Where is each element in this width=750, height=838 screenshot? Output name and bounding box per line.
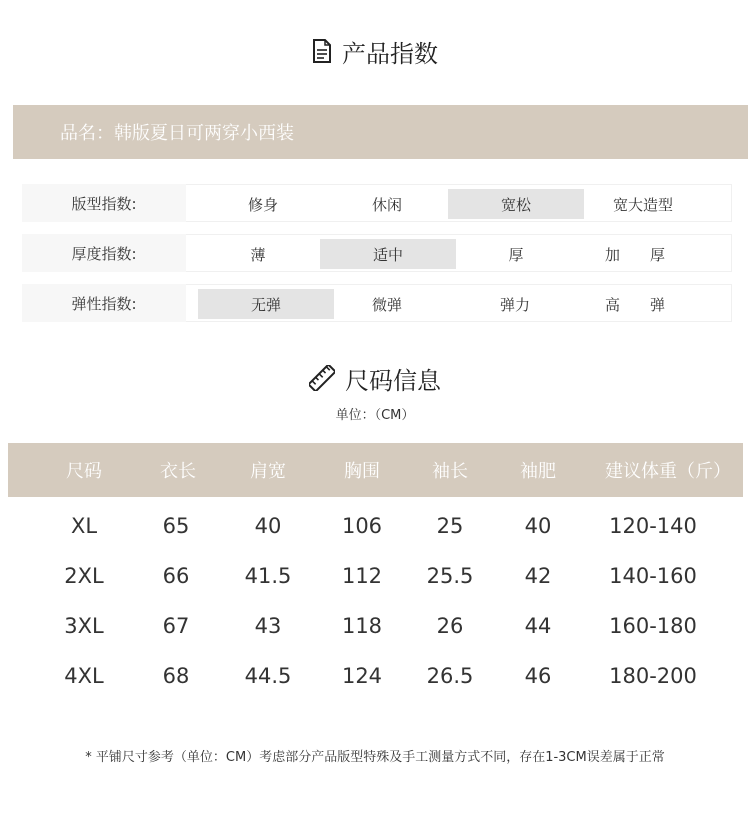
table-row (8, 556, 743, 596)
cell-shoulder: 41.5 (244, 564, 292, 588)
size-info-title: 尺码信息 (345, 366, 441, 395)
unit-note: 单位：（CM） (335, 408, 415, 423)
thickness-index-row (22, 234, 732, 272)
cell-chest: 112 (341, 564, 383, 588)
fit-option-selected: 宽松 (448, 189, 584, 219)
cell-chest: 118 (341, 614, 383, 638)
size-table-header (8, 443, 743, 497)
cell-length: 68 (162, 664, 190, 688)
elasticity-index-options (186, 284, 732, 322)
cell-weight: 120-140 (609, 514, 697, 538)
elasticity-option: 弹力 (499, 295, 530, 314)
table-row (8, 506, 743, 546)
cell-length: 67 (162, 614, 190, 638)
fit-index-options (186, 184, 732, 222)
fit-option: 修身 (247, 195, 278, 214)
elasticity-option: 高 弹 (604, 295, 665, 314)
cell-sleeve-width: 44 (524, 614, 552, 638)
table-row (8, 656, 743, 696)
elasticity-index-label: 弹性指数: (22, 284, 186, 322)
cell-weight: 140-160 (609, 564, 697, 588)
fit-index-row (22, 184, 732, 222)
table-row (8, 606, 743, 646)
header-sleeve-width: 袖肥 (520, 461, 556, 482)
cell-size: 4XL (64, 664, 104, 688)
cell-length: 66 (162, 564, 190, 588)
fit-option: 休闲 (371, 195, 402, 214)
cell-shoulder: 44.5 (244, 664, 292, 688)
cell-size: 2XL (64, 564, 104, 588)
fit-index-label: 版型指数: (22, 184, 186, 222)
header-sleeve-length: 袖长 (432, 461, 468, 482)
cell-chest: 124 (341, 664, 383, 688)
header-length: 衣长 (160, 461, 196, 482)
cell-weight: 180-200 (609, 664, 697, 688)
cell-shoulder: 43 (254, 614, 282, 638)
ruler-icon (309, 365, 335, 391)
product-name-bar (13, 105, 748, 159)
thickness-option: 薄 (250, 245, 266, 264)
measurement-footnote: * 平铺尺寸参考（单位：CM）考虑部分产品版型特殊及手工测量方式不同，存在1-3CM误差属于正常 (85, 750, 665, 765)
thickness-index-label: 厚度指数: (22, 234, 186, 272)
cell-weight: 160-180 (609, 614, 697, 638)
cell-length: 65 (162, 514, 190, 538)
cell-sleeve-length: 26.5 (426, 664, 474, 688)
elasticity-option-selected: 无弹 (198, 289, 334, 319)
header-weight: 建议体重（斤） (605, 461, 731, 482)
size-info-heading (0, 360, 750, 396)
elasticity-option: 微弹 (371, 295, 402, 314)
cell-sleeve-width: 40 (524, 514, 552, 538)
cell-size: XL (70, 514, 98, 538)
thickness-index-options (186, 234, 732, 272)
document-icon (312, 39, 332, 63)
header-shoulder: 肩宽 (250, 461, 286, 482)
thickness-option-selected: 适中 (320, 239, 456, 269)
header-size: 尺码 (66, 461, 102, 482)
thickness-option: 加 厚 (604, 245, 665, 264)
cell-sleeve-width: 46 (524, 664, 552, 688)
product-index-title: 产品指数 (342, 39, 438, 68)
cell-sleeve-width: 42 (524, 564, 552, 588)
cell-size: 3XL (64, 614, 104, 638)
cell-sleeve-length: 25.5 (426, 564, 474, 588)
cell-sleeve-length: 25 (436, 514, 464, 538)
elasticity-index-row (22, 284, 732, 322)
cell-sleeve-length: 26 (436, 614, 464, 638)
fit-option: 宽大造型 (612, 195, 673, 214)
thickness-option: 厚 (508, 245, 524, 264)
cell-chest: 106 (341, 514, 383, 538)
product-index-heading (0, 32, 750, 70)
header-chest: 胸围 (344, 461, 380, 482)
product-name: 品名：韩版夏日可两穿小西装 (60, 123, 294, 144)
cell-shoulder: 40 (254, 514, 282, 538)
